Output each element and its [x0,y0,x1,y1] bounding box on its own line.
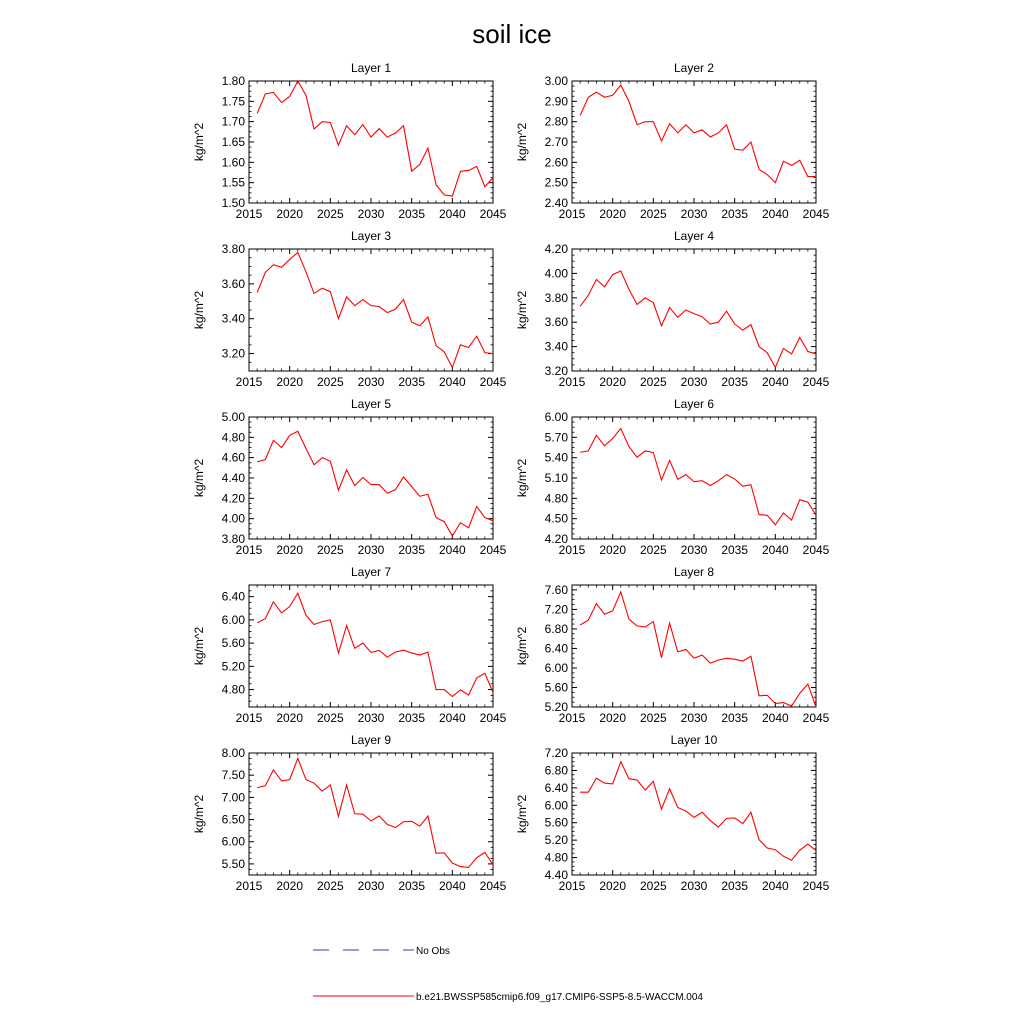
x-tick-label: 2020 [276,207,304,221]
series-line-1 [580,592,816,707]
x-tick-label: 2035 [398,879,426,893]
y-tick-label: 5.60 [544,815,568,830]
series-line-1 [257,431,493,536]
y-axis-label: kg/m^2 [192,458,206,498]
x-tick-label: 2025 [639,543,667,557]
y-tick-label: 2.60 [544,155,568,170]
panel-layer-4 [515,229,830,389]
y-tick-label: 2.80 [544,114,568,129]
panel-title: Layer 7 [350,565,392,579]
x-tick-label: 2040 [761,711,789,725]
x-tick-label: 2025 [316,207,344,221]
x-tick-label: 2040 [438,207,466,221]
legend-label-no-obs: No Obs [416,946,450,957]
y-tick-label: 4.20 [221,491,245,506]
x-tick-label: 2020 [276,879,304,893]
x-tick-label: 2025 [639,879,667,893]
y-tick-label: 4.60 [221,450,245,465]
y-tick-label: 3.80 [221,532,245,546]
y-tick-label: 6.00 [544,410,568,424]
panel-layer-1 [192,61,507,221]
y-tick-label: 2.90 [544,94,568,109]
y-tick-label: 4.80 [544,850,568,865]
x-tick-label: 2030 [357,375,385,389]
y-tick-label: 5.60 [544,680,568,695]
y-axis-label: kg/m^2 [515,122,529,162]
plot-frame [249,249,493,371]
x-tick-label: 2045 [802,879,830,893]
panel-title: Layer 5 [350,397,392,411]
x-tick-label: 2025 [316,375,344,389]
panel-title: Layer 9 [350,733,392,747]
y-tick-label: 3.20 [221,346,245,361]
y-tick-label: 5.70 [544,430,568,445]
y-tick-label: 7.60 [544,582,568,597]
y-tick-label: 4.80 [544,491,568,506]
panel-layer-5 [192,397,507,557]
x-tick-label: 2015 [235,543,263,557]
x-tick-label: 2025 [639,711,667,725]
y-tick-label: 2.70 [544,135,568,149]
plot-frame [249,585,493,707]
x-tick-label: 2040 [761,543,789,557]
y-tick-label: 4.80 [221,682,245,697]
y-axis-label: kg/m^2 [192,794,206,834]
panel-layer-7 [192,565,507,725]
series-line-1 [580,85,816,183]
y-tick-label: 1.55 [221,175,245,190]
series-line-1 [580,429,816,525]
panel-layer-8 [515,565,830,725]
y-tick-label: 7.00 [221,790,245,805]
legend [313,946,703,1003]
x-tick-label: 2040 [438,375,466,389]
series-line-1 [257,81,493,196]
series-line-1 [257,758,493,867]
x-tick-label: 2020 [276,711,304,725]
y-axis-label: kg/m^2 [192,626,206,666]
y-tick-label: 5.00 [221,410,245,424]
legend-label-model: b.e21.BWSSP585cmip6.f09_g17.CMIP6-SSP5-8.5-WACCM.004 [416,992,703,1003]
x-tick-label: 2030 [357,543,385,557]
plot-frame [572,417,816,539]
x-tick-label: 2035 [721,543,749,557]
x-tick-label: 2025 [639,375,667,389]
y-tick-label: 6.00 [544,798,568,813]
panel-layer-3 [192,229,507,389]
x-tick-label: 2020 [599,711,627,725]
y-tick-label: 3.80 [544,290,568,305]
y-tick-label: 4.00 [221,511,245,526]
panel-title: Layer 3 [350,229,392,243]
y-tick-label: 5.20 [544,700,568,714]
x-tick-label: 2040 [761,375,789,389]
x-tick-label: 2025 [316,711,344,725]
series-line-1 [580,762,816,860]
x-tick-label: 2045 [479,207,507,221]
x-tick-label: 2015 [235,375,263,389]
panel-title: Layer 6 [673,397,715,411]
y-axis-label: kg/m^2 [192,290,206,330]
x-tick-label: 2030 [680,207,708,221]
y-tick-label: 6.40 [544,641,568,656]
y-tick-label: 4.20 [544,532,568,546]
y-tick-label: 6.50 [221,812,245,827]
y-tick-label: 3.00 [544,74,568,88]
x-tick-label: 2030 [357,879,385,893]
x-tick-label: 2030 [680,375,708,389]
plot-frame [249,753,493,875]
x-tick-label: 2045 [479,543,507,557]
x-tick-label: 2045 [479,711,507,725]
x-tick-label: 2035 [398,543,426,557]
x-tick-label: 2045 [479,375,507,389]
x-tick-label: 2030 [680,711,708,725]
y-tick-label: 5.10 [544,471,568,485]
x-tick-label: 2020 [599,207,627,221]
y-tick-label: 4.20 [544,242,568,256]
panel-title: Layer 2 [673,61,715,75]
panel-layer-6 [515,397,830,557]
y-tick-label: 6.00 [221,834,245,849]
y-axis-label: kg/m^2 [192,122,206,162]
panel-title: Layer 1 [350,61,392,75]
y-tick-label: 6.80 [544,763,568,778]
x-tick-label: 2015 [558,711,586,725]
y-tick-label: 1.80 [221,74,245,88]
plot-frame [572,753,816,875]
y-tick-label: 4.80 [221,430,245,445]
x-tick-label: 2035 [721,375,749,389]
x-tick-label: 2030 [680,543,708,557]
x-tick-label: 2015 [558,207,586,221]
x-tick-label: 2025 [316,543,344,557]
y-tick-label: 5.40 [544,450,568,465]
y-tick-label: 4.40 [544,868,568,882]
plot-frame [249,417,493,539]
series-line-1 [580,271,816,367]
y-tick-label: 8.00 [221,746,245,760]
y-tick-label: 1.65 [221,135,245,149]
x-tick-label: 2020 [599,375,627,389]
page-title: soil ice [472,19,552,49]
y-tick-label: 1.75 [221,94,245,109]
panel-title: Layer 8 [673,565,715,579]
x-tick-label: 2040 [438,543,466,557]
x-tick-label: 2035 [721,711,749,725]
y-tick-label: 7.50 [221,768,245,783]
plot-frame [572,585,816,707]
y-tick-label: 5.20 [544,833,568,848]
plot-frame [572,81,816,203]
y-tick-label: 3.40 [221,311,245,326]
x-tick-label: 2035 [398,711,426,725]
x-tick-label: 2030 [680,879,708,893]
x-tick-label: 2015 [558,543,586,557]
x-tick-label: 2020 [276,543,304,557]
y-tick-label: 3.60 [221,276,245,291]
x-tick-label: 2025 [316,879,344,893]
y-tick-label: 6.40 [544,780,568,795]
x-tick-label: 2015 [558,879,586,893]
x-tick-label: 2040 [761,207,789,221]
y-tick-label: 5.50 [221,856,245,871]
x-tick-label: 2045 [802,375,830,389]
x-tick-label: 2030 [357,207,385,221]
y-tick-label: 4.40 [221,471,245,485]
y-tick-label: 4.00 [544,266,568,281]
x-tick-label: 2020 [599,543,627,557]
y-axis-label: kg/m^2 [515,626,529,666]
panel-layer-10 [515,733,830,893]
y-tick-label: 5.60 [221,636,245,651]
panel-layer-2 [515,61,830,221]
x-tick-label: 2035 [721,207,749,221]
y-tick-label: 7.20 [544,602,568,617]
series-line-1 [257,252,493,367]
panel-title: Layer 4 [673,229,715,243]
x-tick-label: 2020 [276,375,304,389]
panel-layer-9 [192,733,507,893]
x-tick-label: 2045 [802,207,830,221]
y-tick-label: 5.20 [221,659,245,674]
y-tick-label: 3.40 [544,339,568,354]
y-tick-label: 1.60 [221,155,245,170]
y-tick-label: 4.50 [544,511,568,526]
y-tick-label: 3.20 [544,364,568,378]
x-tick-label: 2040 [438,711,466,725]
plot-frame [572,249,816,371]
y-tick-label: 6.40 [221,589,245,604]
y-tick-label: 7.20 [544,746,568,760]
x-tick-label: 2015 [235,879,263,893]
x-tick-label: 2045 [802,711,830,725]
y-axis-label: kg/m^2 [515,794,529,834]
y-tick-label: 3.80 [221,242,245,256]
x-tick-label: 2025 [639,207,667,221]
y-tick-label: 6.00 [221,612,245,627]
x-tick-label: 2045 [802,543,830,557]
x-tick-label: 2015 [235,711,263,725]
y-axis-label: kg/m^2 [515,290,529,330]
y-tick-label: 2.50 [544,175,568,190]
y-tick-label: 6.00 [544,660,568,675]
series-line-1 [257,593,493,696]
y-tick-label: 6.80 [544,621,568,636]
y-tick-label: 1.50 [221,196,245,210]
y-tick-label: 1.70 [221,114,245,129]
x-tick-label: 2030 [357,711,385,725]
x-tick-label: 2035 [398,375,426,389]
x-tick-label: 2040 [761,879,789,893]
x-tick-label: 2020 [599,879,627,893]
x-tick-label: 2015 [558,375,586,389]
x-tick-label: 2040 [438,879,466,893]
y-tick-label: 2.40 [544,196,568,210]
x-tick-label: 2035 [398,207,426,221]
y-tick-label: 3.60 [544,315,568,330]
panel-title: Layer 10 [670,733,718,747]
x-tick-label: 2045 [479,879,507,893]
x-tick-label: 2015 [235,207,263,221]
y-axis-label: kg/m^2 [515,458,529,498]
x-tick-label: 2035 [721,879,749,893]
